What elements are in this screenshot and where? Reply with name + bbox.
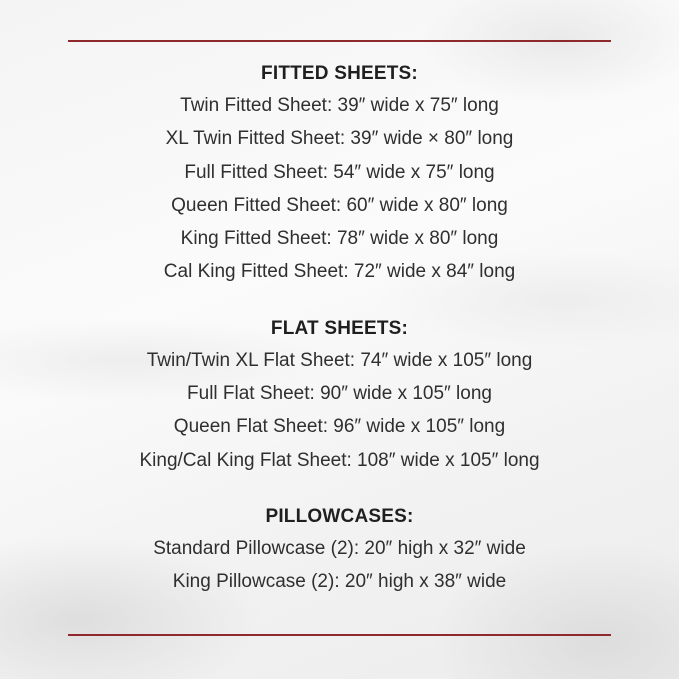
list-item: King Fitted Sheet: 78″ wide x 80″ long <box>180 228 499 250</box>
list-item: Twin/Twin XL Flat Sheet: 74″ wide x 105″ long <box>146 349 533 371</box>
pillowcases-section <box>0 503 679 599</box>
list-item: King/Cal King Flat Sheet: 108″ wide x 105″ long <box>139 449 540 471</box>
bottom-divider <box>68 634 611 636</box>
size-chart <box>0 60 679 599</box>
list-item: Cal King Fitted Sheet: 72″ wide x 84″ long <box>163 261 516 283</box>
section-title: FITTED SHEETS: <box>261 63 418 84</box>
pillowcases-list <box>0 532 679 599</box>
flat-sheets-list <box>0 344 679 477</box>
list-item: Queen Flat Sheet: 96″ wide x 105″ long <box>173 416 506 438</box>
list-item: Full Fitted Sheet: 54″ wide x 75″ long <box>184 161 495 183</box>
list-item: King Pillowcase (2): 20″ high x 38″ wide <box>172 571 507 593</box>
list-item: Standard Pillowcase (2): 20″ high x 32″ wide <box>153 537 526 559</box>
list-item: Full Flat Sheet: 90″ wide x 105″ long <box>187 383 492 405</box>
section-title: PILLOWCASES: <box>265 505 414 527</box>
list-item: Queen Fitted Sheet: 60″ wide x 80″ long <box>171 194 508 216</box>
list-item: Twin Fitted Sheet: 39″ wide x 75″ long <box>180 95 499 116</box>
list-item: XL Twin Fitted Sheet: 39″ wide × 80″ long <box>165 128 514 150</box>
flat-sheets-section <box>0 315 679 477</box>
fitted-sheets-list <box>0 89 679 289</box>
fitted-sheets-section <box>0 60 679 289</box>
section-title: FLAT SHEETS: <box>270 317 409 339</box>
top-divider <box>68 40 611 42</box>
